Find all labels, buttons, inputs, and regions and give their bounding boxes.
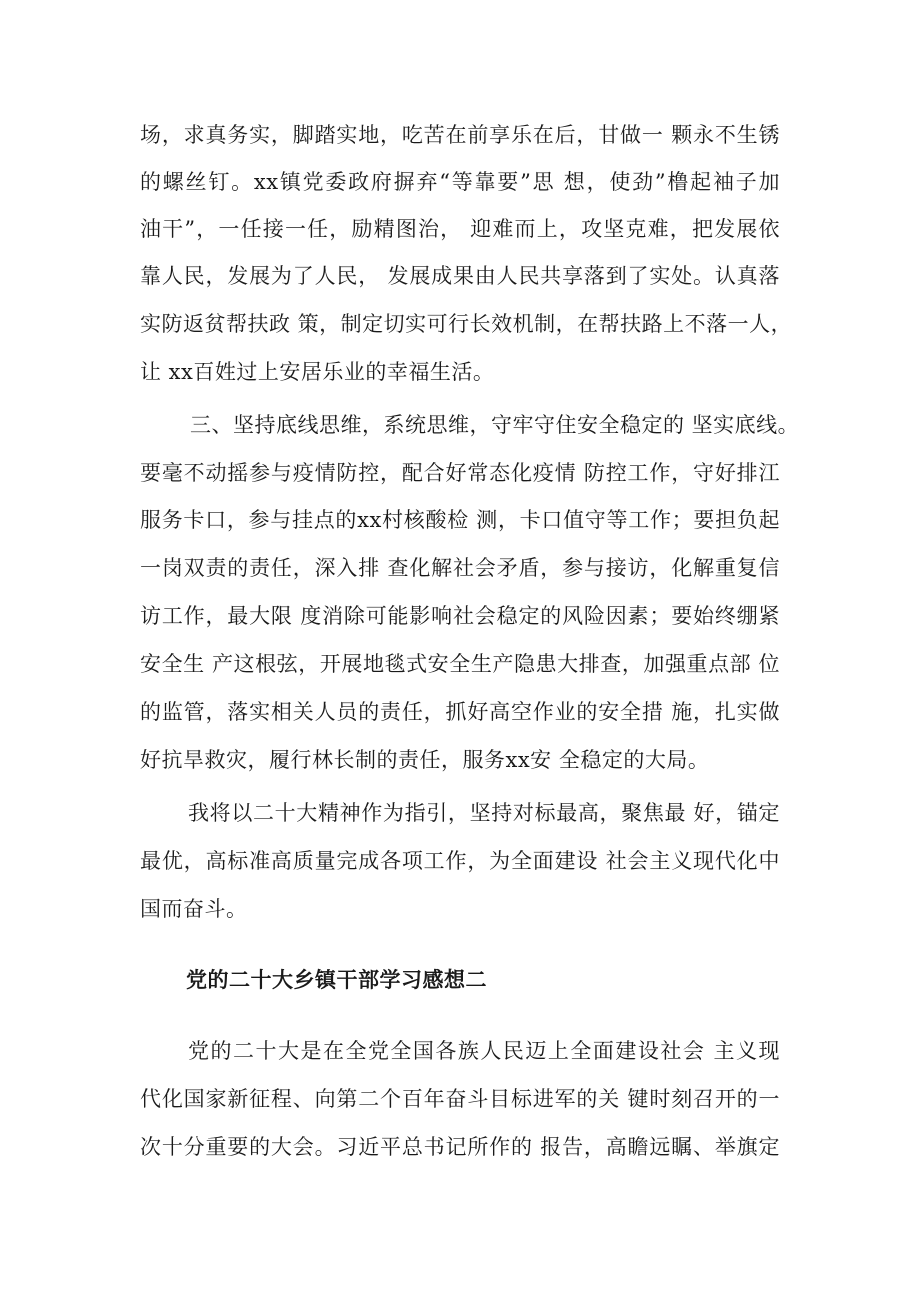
- paragraph-3-line-1: 我将以二十大精神作为指引，坚持对标最高，聚焦最 好，锚定: [188, 801, 780, 825]
- paragraph-4-line-2: 代化国家新征程、向第二个百年奋斗目标进军的关 键时刻召开的一: [140, 1087, 780, 1111]
- paragraph-1-line-4: 靠人民，发展为了人民， 发展成果由人民共享落到了实处。认真落: [140, 264, 780, 288]
- paragraph-3-line-3: 国而奋斗。: [140, 897, 248, 921]
- paragraph-1-line-5: 实防返贫帮扶政 策，制定切实可行长效机制，在帮扶路上不落一人，: [140, 312, 793, 336]
- paragraph-3-line-2: 最优，高标准高质量完成各项工作，为全面建设 社会主义现代化中: [140, 849, 780, 873]
- paragraph-2-line-6: 安全生 产这根弦，开展地毯式安全生产隐患大排查，加强重点部 位: [140, 652, 780, 676]
- paragraph-1-line-1: 场，求真务实，脚踏实地，吃苦在前享乐在后，甘做一 颗永不生锈: [140, 123, 780, 147]
- paragraph-2-line-5: 访工作，最大限 度消除可能影响社会稳定的风险因素；要始终绷紧: [140, 604, 780, 628]
- paragraph-2-line-3: 服务卡口，参与挂点的xx村核酸检 测，卡口值守等工作；要担负起: [140, 508, 780, 532]
- paragraph-1-line-2: 的螺丝钉。xx镇党委政府摒弃“等靠要”思 想，使劲”橹起袖子加: [140, 170, 780, 194]
- paragraph-4-line-1: 党的二十大是在全党全国各族人民迈上全面建设社会 主义现: [188, 1039, 780, 1063]
- paragraph-2-line-4: 一岗双责的责任，深入排 查化解社会矛盾，参与接访，化解重复信: [140, 556, 780, 580]
- paragraph-2-line-7: 的监管，落实相关人员的责任，抓好高空作业的安全措 施，扎实做: [140, 700, 780, 724]
- paragraph-4-line-3: 次十分重要的大会。习近平总书记所作的 报告，高瞻远瞩、举旗定: [140, 1135, 780, 1159]
- paragraph-2-line-1: 三、坚持底线思维，系统思维，守牢守住安全稳定的 坚实底线。: [190, 413, 800, 437]
- paragraph-2-line-2: 要毫不动摇参与疫情防控，配合好常态化疫情 防控工作，守好排江: [140, 461, 780, 485]
- section-heading: 党的二十大乡镇干部学习感想二: [186, 967, 487, 992]
- paragraph-2-line-8: 好抗旱救灾，履行林长制的责任，服务xx安 全稳定的大局。: [140, 748, 710, 772]
- paragraph-1-line-3: 油干”，一任接一任，励精图治， 迎难而上，攻坚克难，把发展依: [140, 217, 780, 241]
- paragraph-1-line-6: 让 xx百姓过上安居乐业的幸福生活。: [140, 360, 495, 384]
